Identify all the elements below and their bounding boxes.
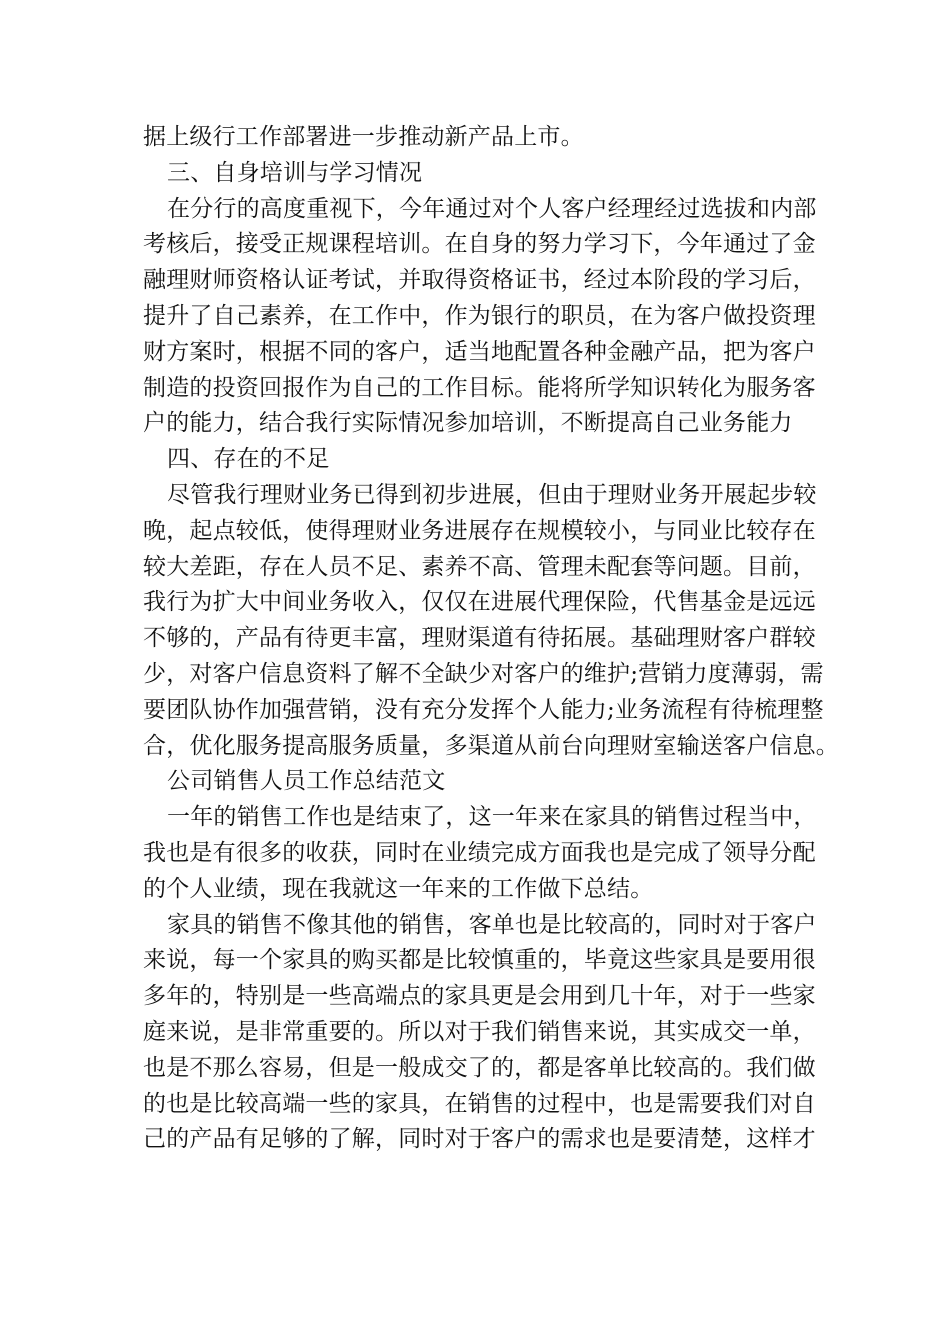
text-line: 财方案时，根据不同的客户，适当地配置各种金融产品，把为客户 bbox=[143, 338, 816, 365]
text-line: 多年的，特别是一些高端点的家具更是会用到几十年，对于一些家 bbox=[143, 983, 816, 1010]
text-line: 户的能力，结合我行实际情况参加培训，不断提高自己业务能力 bbox=[143, 410, 793, 437]
section-heading: 四、存在的不足 bbox=[167, 446, 330, 473]
text-line: 融理财师资格认证考试，并取得资格证书，经过本阶段的学习后， bbox=[143, 267, 816, 294]
section-heading: 公司销售人员工作总结范文 bbox=[167, 768, 446, 795]
text-line: 合，优化服务提高服务质量，多渠道从前台向理财室输送客户信息。 bbox=[143, 732, 839, 759]
text-line: 尽管我行理财业务已得到初步进展，但由于理财业务开展起步较 bbox=[167, 481, 817, 508]
text-line: 提升了自己素养，在工作中，作为银行的职员，在为客户做投资理 bbox=[143, 302, 816, 329]
text-line: 在分行的高度重视下，今年通过对个人客户经理经过选拔和内部 bbox=[167, 195, 817, 222]
document-body bbox=[143, 120, 839, 1158]
text-line: 较大差距，存在人员不足、素养不高、管理未配套等问题。目前， bbox=[143, 553, 816, 580]
text-line: 晚，起点较低，使得理财业务进展存在规模较小，与同业比较存在 bbox=[143, 517, 816, 544]
text-line: 制造的投资回报作为自己的工作目标。能将所学知识转化为服务客 bbox=[143, 374, 816, 401]
text-line: 考核后，接受正规课程培训。在自身的努力学习下，今年通过了金 bbox=[143, 231, 816, 258]
text-line: 要团队协作加强营销，没有充分发挥个人能力;业务流程有待梳理整 bbox=[143, 696, 824, 723]
text-line: 的也是比较高端一些的家具，在销售的过程中，也是需要我们对自 bbox=[143, 1090, 816, 1117]
text-line: 少，对客户信息资料了解不全缺少对客户的维护;营销力度薄弱，需 bbox=[143, 660, 824, 687]
section-heading: 三、自身培训与学习情况 bbox=[167, 159, 423, 186]
text-line: 也是不那么容易，但是一般成交了的，都是客单比较高的。我们做 bbox=[143, 1054, 816, 1081]
text-line: 的个人业绩，现在我就这一年来的工作做下总结。 bbox=[143, 875, 654, 902]
text-line: 来说，每一个家具的购买都是比较慎重的，毕竟这些家具是要用很 bbox=[143, 947, 816, 974]
text-line: 我也是有很多的收获，同时在业绩完成方面我也是完成了领导分配 bbox=[143, 839, 816, 866]
text-line: 我行为扩大中间业务收入，仅仅在进展代理保险，代售基金是远远 bbox=[143, 589, 816, 616]
text-line: 一年的销售工作也是结束了，这一年来在家具的销售过程当中， bbox=[167, 804, 817, 831]
text-line: 己的产品有足够的了解，同时对于客户的需求也是要清楚，这样才 bbox=[143, 1126, 816, 1153]
text-line: 庭来说，是非常重要的。所以对于我们销售来说，其实成交一单， bbox=[143, 1018, 816, 1045]
text-line: 家具的销售不像其他的销售，客单也是比较高的，同时对于客户 bbox=[167, 911, 817, 938]
text-line: 不够的，产品有待更丰富，理财渠道有待拓展。基础理财客户群较 bbox=[143, 625, 816, 652]
text-line: 据上级行工作部署进一步推动新产品上市。 bbox=[143, 124, 584, 150]
